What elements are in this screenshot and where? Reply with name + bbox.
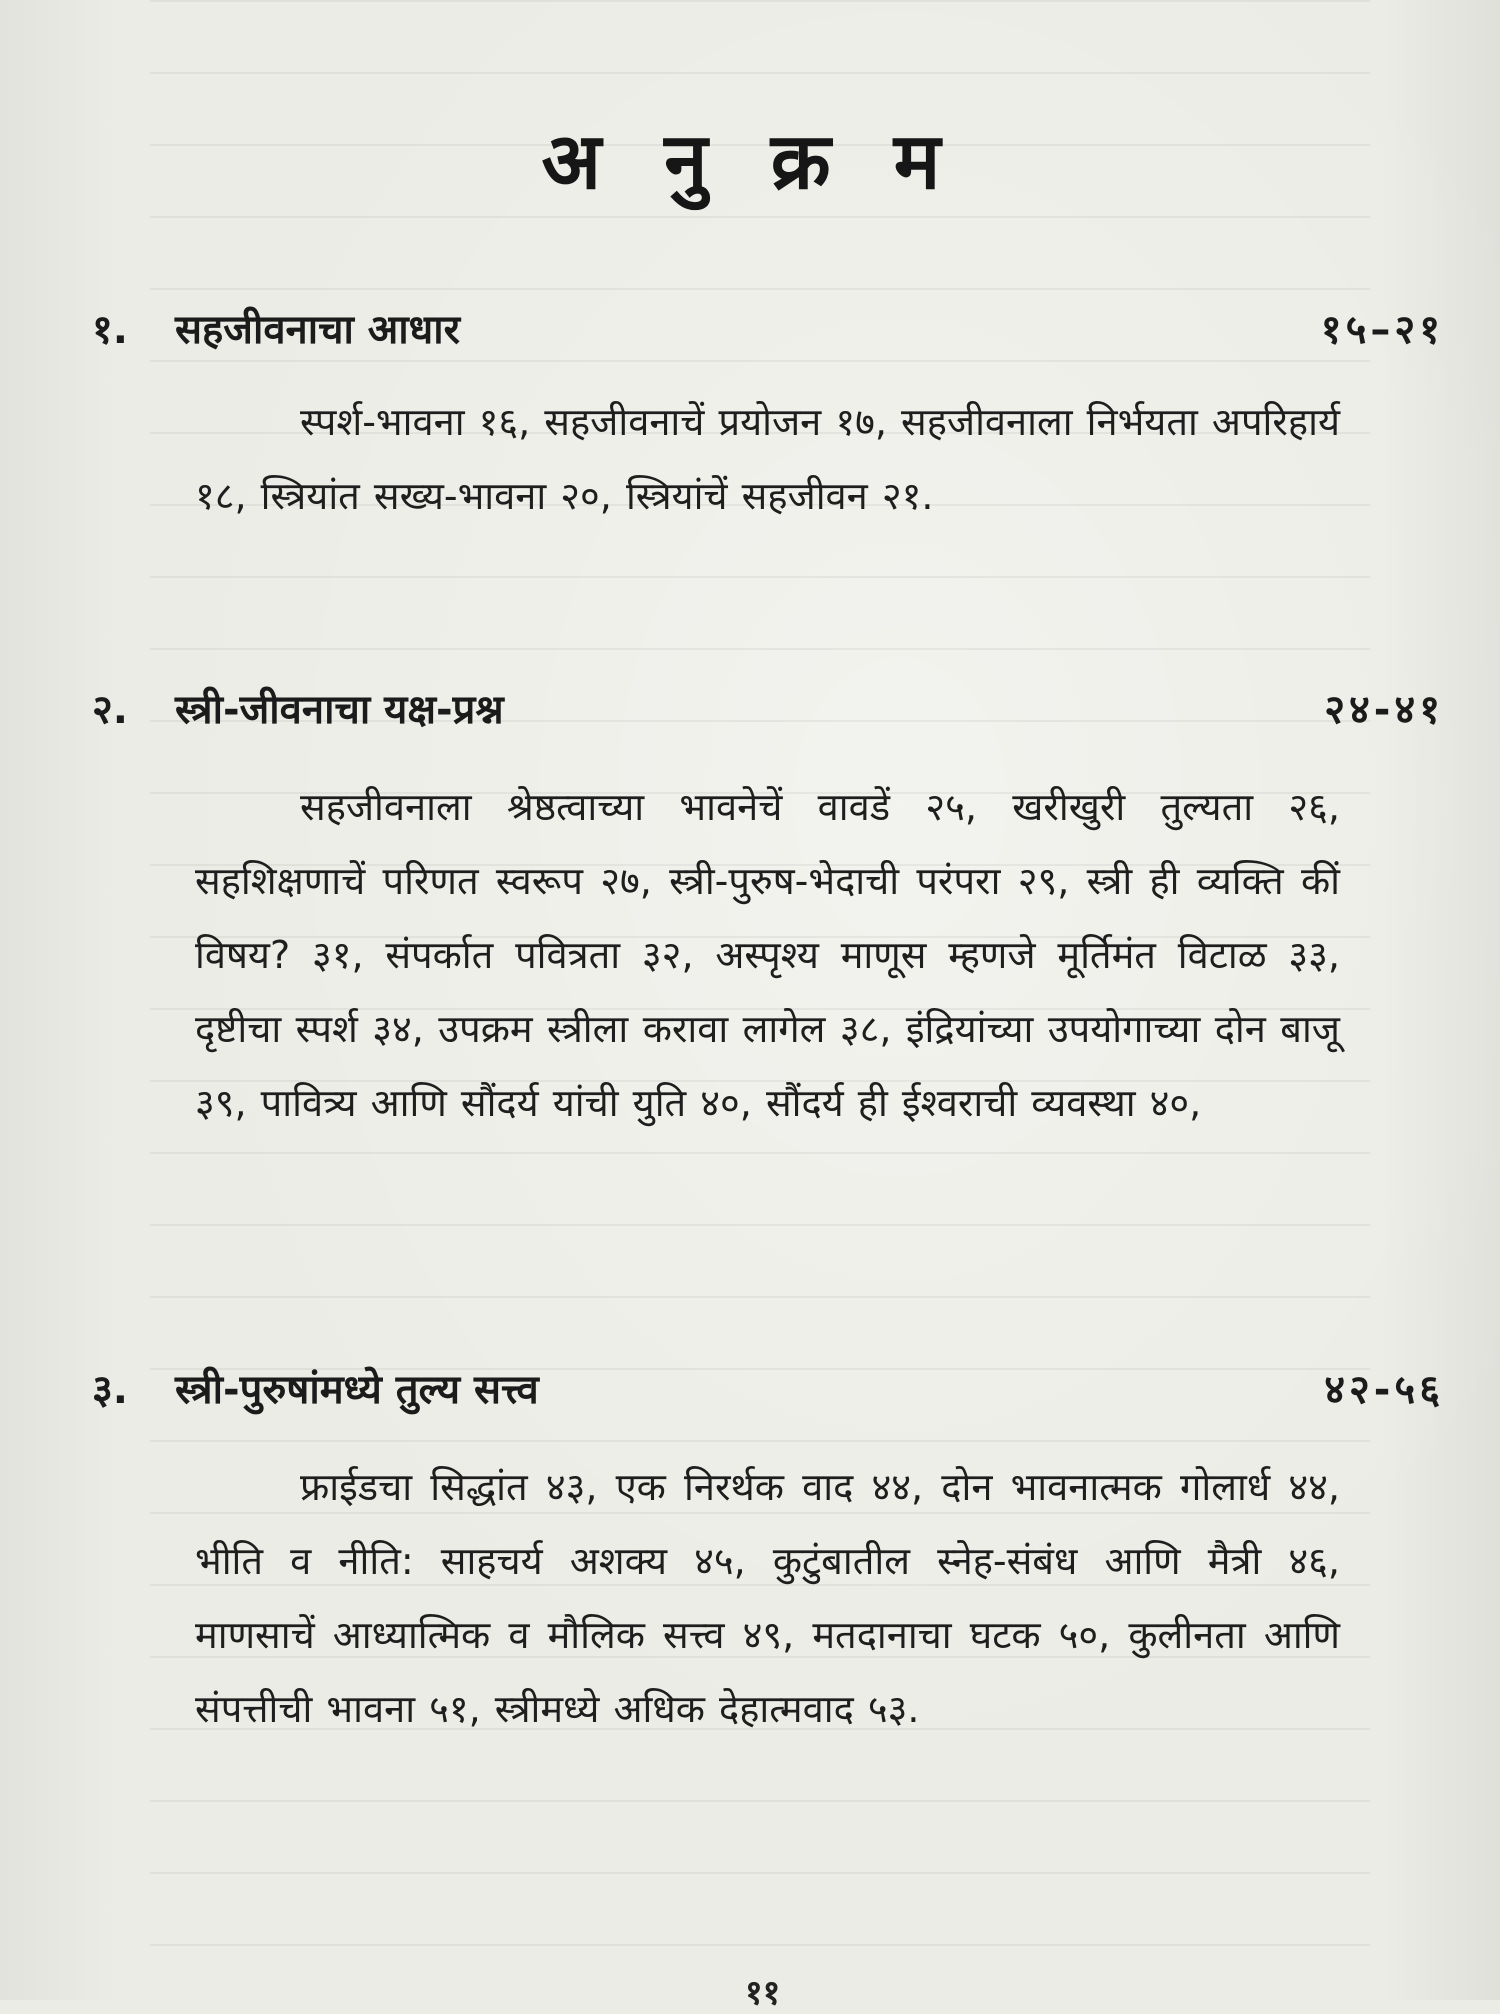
page-title: अ नु क्र म — [541, 117, 959, 207]
section-heading — [0, 300, 1500, 360]
section-page-range: १५–२१ — [1320, 307, 1444, 353]
section-heading — [0, 680, 1500, 740]
section-entries: सहजीवनाला श्रेष्ठत्वाच्या भावनेचें वावडें २५, खरीखुरी तुल्यता २६, सहशिक्षणाचें परिणत स्वरूप २७, स्त्री-पुरुष-भेदाची परंपरा २९, स्त्री ही व्यक्ति कीं विषय? ३१, संपर्कात पवित्रता ३२, अस्पृश्य माणूस म्हणजे मूर्तिमंत विटाळ ३३, दृष्टीचा स्पर्श ३४, उपक्रम स्त्रीला करावा लागेल ३८, इंद्रियांच्या उपयोगाच्या दोन बाजू ३९, पावित्र्य आणि सौंदर्य यांची युति ४०, सौंदर्य ही ईश्वराची व्यवस्था ४०, — [195, 785, 1340, 1125]
section-title: सहजीवनाचा आधार — [175, 307, 461, 353]
section-title: स्त्री-जीवनाचा यक्ष-प्रश्न — [175, 687, 504, 733]
section-heading — [0, 1360, 1500, 1420]
section-page-range: २४-४१ — [1324, 687, 1444, 733]
toc-section-2 — [0, 680, 1500, 1125]
section-number: ३. — [92, 1367, 128, 1413]
toc-section-3 — [0, 1360, 1500, 1731]
toc-section-1 — [0, 300, 1500, 518]
section-page-range: ४२-५६ — [1324, 1367, 1444, 1413]
section-number: २. — [92, 687, 128, 733]
section-title: स्त्री-पुरुषांमध्ये तुल्य सत्त्व — [175, 1367, 539, 1413]
section-entries: स्पर्श-भावना १६, सहजीवनाचें प्रयोजन १७, सहजीवनाला निर्भयता अपरिहार्य १८, स्त्रियांत सख्य-भावना २०, स्त्रियांचें सहजीवन २१. — [195, 400, 1340, 518]
section-number: १. — [92, 307, 128, 353]
page-number: ११ — [745, 1973, 781, 2013]
section-entries: फ्राईडचा सिद्धांत ४३, एक निरर्थक वाद ४४, दोन भावनात्मक गोलार्ध ४४, भीति व नीति: साहचर्य अशक्य ४५, कुटुंबातील स्नेह-संबंध आणि मैत्री ४६, माणसाचें आध्यात्मिक व मौलिक सत्त्व ४९, मतदानाचा घटक ५०, कुलीनता आणि संपत्तीची भावना ५१, स्त्रीमध्ये अधिक देहात्मवाद ५३. — [195, 1465, 1340, 1731]
